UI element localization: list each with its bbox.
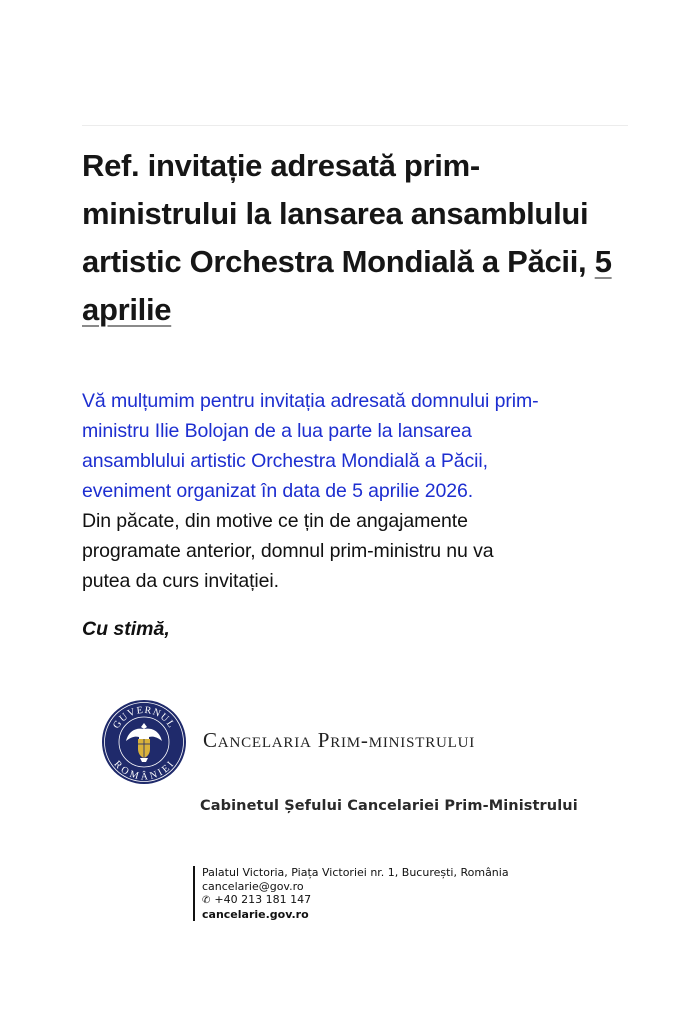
title-line-1: Ref. invitație adresată prim- bbox=[82, 148, 480, 183]
organization-name: Cancelaria Prim-ministrului bbox=[203, 728, 476, 752]
government-seal-icon bbox=[101, 699, 187, 785]
phone-row bbox=[202, 893, 509, 908]
body-blue-line-4: eveniment organizat în data de 5 aprilie 2026. bbox=[82, 480, 474, 502]
body-blue-line-2: ministru Ilie Bolojan de a lua parte la lansarea bbox=[82, 420, 472, 442]
title-line-2: ministrului la lansarea ansamblului bbox=[82, 196, 589, 231]
email: cancelarie@gov.ro bbox=[202, 879, 304, 893]
top-divider bbox=[82, 125, 628, 126]
title-date-month: aprilie bbox=[82, 292, 172, 327]
address: Palatul Victoria, Piața Victoriei nr. 1, București, România bbox=[202, 866, 509, 879]
seal-bottom-text: ROMÂNIEI bbox=[111, 758, 177, 783]
closing-salutation: Cu stimă, bbox=[82, 618, 170, 640]
contact-block bbox=[193, 866, 509, 921]
title-line-3: artistic Orchestra Mondială a Păcii, bbox=[82, 244, 587, 279]
document-title bbox=[82, 142, 642, 334]
body-black-line-2: programate anterior, domnul prim-ministru nu va bbox=[82, 540, 494, 562]
cabinet-name: Cabinetul Șefului Cancelariei Prim-Ministrului bbox=[200, 798, 578, 814]
phone-icon: ✆ bbox=[202, 895, 211, 906]
website: cancelarie.gov.ro bbox=[202, 907, 309, 921]
body-blue-line-3: ansamblului artistic Orchestra Mondială a Păcii, bbox=[82, 450, 488, 472]
body-blue-line-1: Vă mulțumim pentru invitația adresată domnului prim- bbox=[82, 390, 539, 412]
body-black-line-1: Din păcate, din motive ce țin de angajamente bbox=[82, 510, 468, 532]
seal-top-text: GUVERNUL bbox=[111, 704, 177, 731]
letter-body bbox=[82, 386, 642, 596]
phone-number: +40 213 181 147 bbox=[214, 893, 312, 906]
title-date-day: 5 bbox=[594, 244, 612, 279]
body-black-line-3: putea da curs invitației. bbox=[82, 570, 279, 592]
